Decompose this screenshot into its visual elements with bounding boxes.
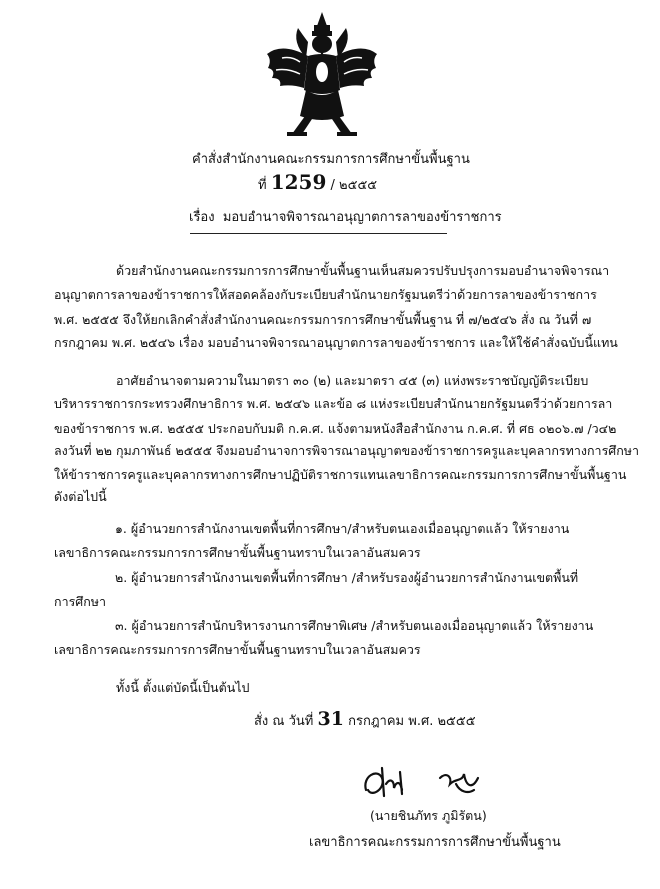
item1-line: ๑. ผู้อำนวยการสำนักงานเขตพื้นที่การศึกษา/สำหรับตนเองเมื่ออนุญาตแล้ว ให้รายงาน [115, 521, 570, 536]
para2-line: ให้ข้าราชการครูและบุคลากรทางการศึกษาปฏิบัติราชการแทนเลขาธิการคณะกรรมการการศึกษาขั้นพื้นฐาน [54, 467, 627, 482]
handwritten-signature [360, 760, 510, 810]
order-number-year: / ๒๕๕๕ [330, 178, 378, 193]
para1-line: อนุญาตการลาของข้าราชการให้สอดคล้องกับระเบียบสำนักนายกรัฐมนตรีว่าด้วยการลาของข้าราชการ [54, 287, 597, 302]
para2-line: ของข้าราชการ พ.ศ. ๒๕๕๕ ประกอบกับมติ ก.ค.ศ. แจ้งตามหนังสือสำนักงาน ก.ค.ศ. ที่ ศธ ๐๒๐๖.๗ /ว๔๒ [54, 421, 617, 436]
signatory-name: (นายชินภัทร ภูมิรัตน) [370, 808, 487, 823]
header-divider [190, 233, 447, 234]
item3-line: เลขาธิการคณะกรรมการการศึกษาขั้นพื้นฐานทราบในเวลาอันสมควร [54, 642, 421, 657]
order-number: 1259 [270, 170, 327, 194]
para2-line: ดังต่อไปนี้ [54, 489, 107, 504]
para1-line: พ.ศ. ๒๕๕๕ จึงให้ยกเลิกคำสั่งสำนักงานคณะกรรมการการศึกษาขั้นพื้นฐาน ที่ ๗/๒๕๔๖ สั่ง ณ วันที่ ๗ [54, 312, 592, 327]
para2-line: อาศัยอำนาจตามความในมาตรา ๓๐ (๒) และมาตรา ๔๕ (๓) แห่งพระราชบัญญัติระเบียบ [116, 373, 589, 388]
para2-line: บริหารราชการกระทรวงศึกษาธิการ พ.ศ. ๒๕๔๖ และข้อ ๘ แห่งระเบียบสำนักนายกรัฐมนตรีว่าด้วยการลา [54, 396, 613, 411]
subject-line [189, 206, 502, 227]
order-number-prefix: ที่ [258, 178, 267, 193]
para1-line: กรกฎาคม พ.ศ. ๒๕๔๖ เรื่อง มอบอำนาจพิจารณาอนุญาตการลาของข้าราชการ และให้ใช้คำสั่งฉบับนี้แทน [54, 335, 618, 350]
subject-label: เรื่อง [189, 210, 215, 225]
garuda-emblem [262, 12, 382, 142]
dateline-prefix: สั่ง ณ วันที่ [254, 714, 314, 729]
dateline-day: 31 [317, 708, 344, 730]
item2-line: การศึกษา [54, 594, 107, 609]
item2-line: ๒. ผู้อำนวยการสำนักงานเขตพื้นที่การศึกษา /สำหรับรองผู้อำนวยการสำนักงานเขตพื้นที่ [115, 570, 579, 585]
order-title: คำสั่งสำนักงานคณะกรรมการการศึกษาขั้นพื้นฐาน [192, 152, 470, 167]
item3-line: ๓. ผู้อำนวยการสำนักบริหารงานการศึกษาพิเศษ /สำหรับตนเองเมื่ออนุญาตแล้ว ให้รายงาน [115, 618, 594, 633]
dateline [254, 708, 476, 731]
item1-line: เลขาธิการคณะกรรมการการศึกษาขั้นพื้นฐานทราบในเวลาอันสมควร [54, 545, 421, 560]
subject-text: มอบอำนาจพิจารณาอนุญาตการลาของข้าราชการ [222, 210, 502, 225]
para2-line: ลงวันที่ ๒๒ กุมภาพันธ์ ๒๕๕๕ จึงมอบอำนาจการพิจารณาอนุญาตของข้าราชการครูและบุคลากรทางการศึกษา [54, 443, 640, 458]
effective-clause: ทั้งนี้ ตั้งแต่บัดนี้เป็นต้นไป [116, 680, 250, 695]
para1-line: ด้วยสำนักงานคณะกรรมการการศึกษาขั้นพื้นฐานเห็นสมควรปรับปรุงการมอบอำนาจพิจารณา [116, 263, 610, 278]
signatory-position: เลขาธิการคณะกรรมการการศึกษาขั้นพื้นฐาน [309, 835, 561, 850]
dateline-month-year: กรกฎาคม พ.ศ. ๒๕๕๕ [348, 714, 476, 729]
order-number-line [258, 170, 377, 195]
